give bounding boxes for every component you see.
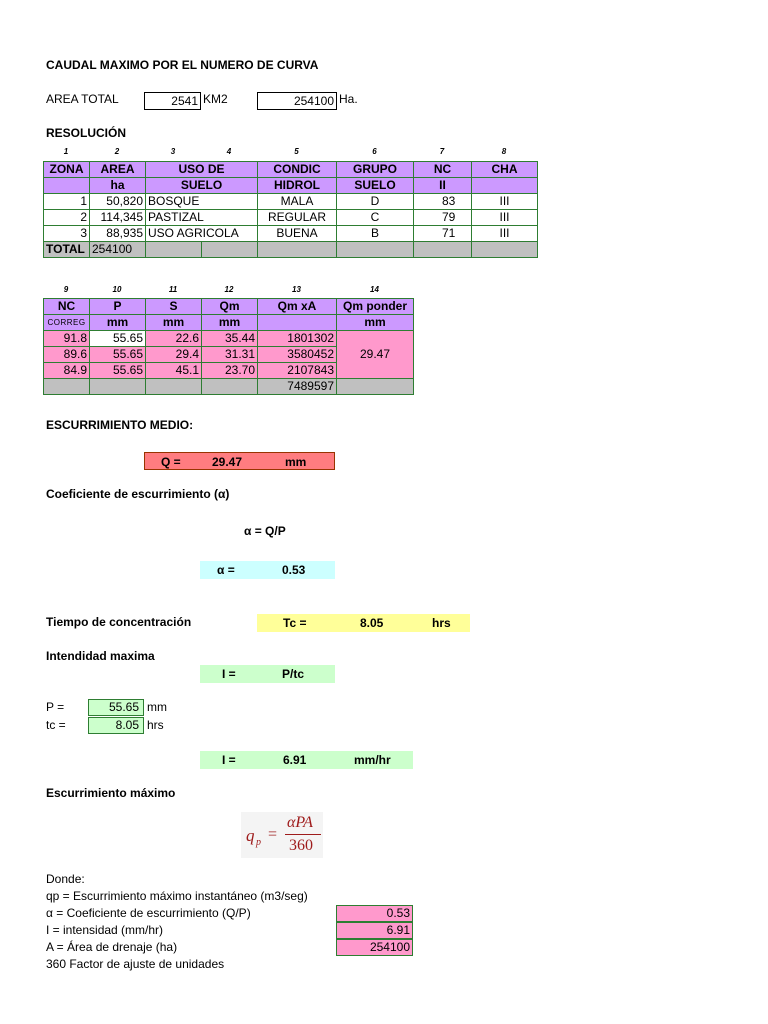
header-cell: Qm ponder bbox=[337, 299, 414, 315]
col-number: 8 bbox=[501, 147, 507, 156]
cell bbox=[472, 242, 538, 258]
i-result-band bbox=[200, 751, 413, 769]
header-cell: mm bbox=[337, 315, 414, 331]
cell: 29.4 bbox=[146, 347, 202, 363]
header-cell: CHA bbox=[472, 162, 538, 178]
cell: 1 bbox=[44, 194, 90, 210]
donde-line: 360 Factor de ajuste de unidades bbox=[46, 957, 225, 971]
donde-line: qp = Escurrimiento máximo instantáneo (m3/seg) bbox=[46, 889, 308, 903]
header-cell: mm bbox=[146, 315, 202, 331]
cell: III bbox=[472, 226, 538, 242]
q-value: 29.47 bbox=[212, 455, 243, 469]
table-row bbox=[44, 210, 538, 226]
p-unit: mm bbox=[147, 700, 167, 714]
table-header-row bbox=[44, 162, 538, 178]
i-label: I = bbox=[222, 753, 236, 767]
table-row bbox=[44, 331, 414, 347]
cell: 55.65 bbox=[90, 363, 146, 379]
q-label: Q = bbox=[161, 455, 181, 469]
cell bbox=[202, 242, 258, 258]
tc-small-unit: hrs bbox=[147, 718, 164, 732]
cell: 91.8 bbox=[44, 331, 90, 347]
cell: III bbox=[472, 210, 538, 226]
coeficiente-heading: Coeficiente de escurrimiento (α) bbox=[46, 487, 230, 501]
header-cell: CONDIC bbox=[258, 162, 337, 178]
cell: PASTIZAL bbox=[146, 210, 258, 226]
i-summary-value: 6.91 bbox=[336, 922, 413, 939]
cell: 89.6 bbox=[44, 347, 90, 363]
cell: D bbox=[337, 194, 414, 210]
header-cell: mm bbox=[202, 315, 258, 331]
header-cell: SUELO bbox=[337, 178, 414, 194]
total-value: 254100 bbox=[90, 242, 146, 258]
cell: 84.9 bbox=[44, 363, 90, 379]
i-formula-label: I = bbox=[222, 667, 236, 681]
escurrimiento-heading: ESCURRIMIENTO MEDIO: bbox=[46, 418, 194, 432]
cell: 22.6 bbox=[146, 331, 202, 347]
col-number: 9 bbox=[63, 285, 69, 294]
resolucion-heading: RESOLUCIÓN bbox=[46, 126, 127, 140]
area-km2-unit: KM2 bbox=[203, 92, 228, 106]
header-cell: NC bbox=[414, 162, 472, 178]
equals-sign: = bbox=[268, 826, 278, 843]
cell bbox=[202, 379, 258, 395]
table-header-row bbox=[44, 299, 414, 315]
cell: 23.70 bbox=[202, 363, 258, 379]
cell: 114,345 bbox=[90, 210, 146, 226]
cell: C bbox=[337, 210, 414, 226]
header-cell: NC bbox=[44, 299, 90, 315]
col-number: 2 bbox=[114, 147, 120, 156]
header-cell: AREA bbox=[90, 162, 146, 178]
cell: MALA bbox=[258, 194, 337, 210]
qp-formula-sub: p bbox=[256, 837, 261, 848]
header-cell bbox=[472, 178, 538, 194]
cell: USO AGRICOLA bbox=[146, 226, 258, 242]
cell: 88,935 bbox=[90, 226, 146, 242]
fraction-bar bbox=[285, 834, 321, 835]
p-label: P = bbox=[46, 700, 65, 714]
cell: 55.65 bbox=[90, 347, 146, 363]
cell bbox=[258, 242, 337, 258]
col-number: 10 bbox=[112, 285, 122, 294]
col-number: 1 bbox=[63, 147, 69, 156]
intensidad-heading: Intendidad maxima bbox=[46, 649, 155, 663]
col-number: 4 bbox=[226, 147, 232, 156]
col-number: 11 bbox=[168, 285, 178, 294]
q-result-band bbox=[144, 452, 335, 470]
tiempo-heading: Tiempo de concentración bbox=[46, 615, 192, 629]
header-cell: HIDROL bbox=[258, 178, 337, 194]
qm-ponder-cell: 29.47 bbox=[337, 331, 414, 379]
header-cell: Qm xA bbox=[258, 299, 337, 315]
area-ha-value: 254100 bbox=[257, 92, 337, 110]
maximo-heading: Escurrimiento máximo bbox=[46, 786, 176, 800]
donde-line: I = intensidad (mm/hr) bbox=[46, 923, 164, 937]
qp-formula-numerator: αPA bbox=[287, 814, 313, 831]
header-cell bbox=[258, 315, 337, 331]
cell: 2107843 bbox=[258, 363, 337, 379]
header-cell: P bbox=[90, 299, 146, 315]
tc-small-value: 8.05 bbox=[88, 717, 144, 734]
cell: 50,820 bbox=[90, 194, 146, 210]
cell bbox=[90, 379, 146, 395]
cell: 2 bbox=[44, 210, 90, 226]
cell: 55.65 bbox=[90, 331, 146, 347]
i-value: 6.91 bbox=[283, 753, 307, 767]
p-value: 55.65 bbox=[88, 699, 144, 716]
header-cell: mm bbox=[90, 315, 146, 331]
donde-line: α = Coeficiente de escurrimiento (Q/P) bbox=[46, 906, 251, 920]
col-number: 7 bbox=[439, 147, 445, 156]
header-cell: CORREG bbox=[44, 315, 90, 331]
cell: BUENA bbox=[258, 226, 337, 242]
col-number: 12 bbox=[224, 285, 234, 294]
col-number: 13 bbox=[292, 285, 301, 294]
q-unit: mm bbox=[285, 455, 307, 469]
qm-table bbox=[43, 298, 414, 395]
table-total-row bbox=[44, 379, 414, 395]
header-cell bbox=[44, 178, 90, 194]
header-cell: USO DE bbox=[146, 162, 258, 178]
cell: 35.44 bbox=[202, 331, 258, 347]
cell: 3 bbox=[44, 226, 90, 242]
i-formula: P/tc bbox=[282, 667, 305, 681]
header-cell: S bbox=[146, 299, 202, 315]
cell: 3580452 bbox=[258, 347, 337, 363]
area-ha-unit: Ha. bbox=[339, 92, 358, 106]
cell: 79 bbox=[414, 210, 472, 226]
cell: B bbox=[337, 226, 414, 242]
i-unit: mm/hr bbox=[354, 753, 391, 767]
header-cell: GRUPO bbox=[337, 162, 414, 178]
tc-small-label: tc = bbox=[46, 718, 66, 732]
cell: BOSQUE bbox=[146, 194, 258, 210]
qp-formula-denominator: 360 bbox=[289, 837, 313, 854]
header-cell: ha bbox=[90, 178, 146, 194]
qp-formula bbox=[241, 812, 323, 858]
table-row bbox=[44, 194, 538, 210]
area-km2-value: 2541 bbox=[144, 92, 201, 110]
cell bbox=[146, 242, 202, 258]
cell: REGULAR bbox=[258, 210, 337, 226]
cell: 1801302 bbox=[258, 331, 337, 347]
col-number: 3 bbox=[170, 147, 176, 156]
qp-formula-lhs: q bbox=[246, 826, 255, 845]
area-total-label: AREA TOTAL bbox=[46, 92, 119, 106]
cell: 83 bbox=[414, 194, 472, 210]
header-cell: Qm bbox=[202, 299, 258, 315]
table-total-row bbox=[44, 242, 538, 258]
col-number: 14 bbox=[370, 285, 379, 294]
cell: 71 bbox=[414, 226, 472, 242]
tc-value: 8.05 bbox=[360, 616, 384, 630]
cell bbox=[337, 242, 414, 258]
table-header-row bbox=[44, 315, 414, 331]
header-cell: ZONA bbox=[44, 162, 90, 178]
alpha-summary-value: 0.53 bbox=[336, 905, 413, 922]
page-title: CAUDAL MAXIMO POR EL NUMERO DE CURVA bbox=[46, 58, 319, 72]
header-cell: II bbox=[414, 178, 472, 194]
cell bbox=[146, 379, 202, 395]
total-label: TOTAL bbox=[44, 242, 90, 258]
alpha-value: 0.53 bbox=[282, 563, 306, 577]
alpha-label: α = bbox=[217, 563, 235, 577]
header-cell: SUELO bbox=[146, 178, 258, 194]
cell: 31.31 bbox=[202, 347, 258, 363]
alpha-formula: α = Q/P bbox=[244, 524, 286, 538]
alpha-result-band bbox=[200, 561, 335, 579]
tc-result-band bbox=[257, 614, 470, 632]
cell: 45.1 bbox=[146, 363, 202, 379]
qmxa-sum: 7489597 bbox=[258, 379, 337, 395]
cell bbox=[44, 379, 90, 395]
col-number: 6 bbox=[372, 147, 377, 156]
tc-label: Tc = bbox=[283, 616, 307, 630]
tc-unit: hrs bbox=[432, 616, 451, 630]
cell: III bbox=[472, 194, 538, 210]
zonas-table bbox=[43, 161, 538, 258]
col-number: 5 bbox=[294, 147, 299, 156]
donde-label: Donde: bbox=[46, 872, 85, 886]
table-header-row bbox=[44, 178, 538, 194]
cell bbox=[414, 242, 472, 258]
a-summary-value: 254100 bbox=[336, 939, 413, 956]
donde-line: A = Área de drenaje (ha) bbox=[46, 940, 178, 954]
i-formula-band bbox=[200, 665, 335, 683]
cell bbox=[337, 379, 414, 395]
table-row bbox=[44, 226, 538, 242]
